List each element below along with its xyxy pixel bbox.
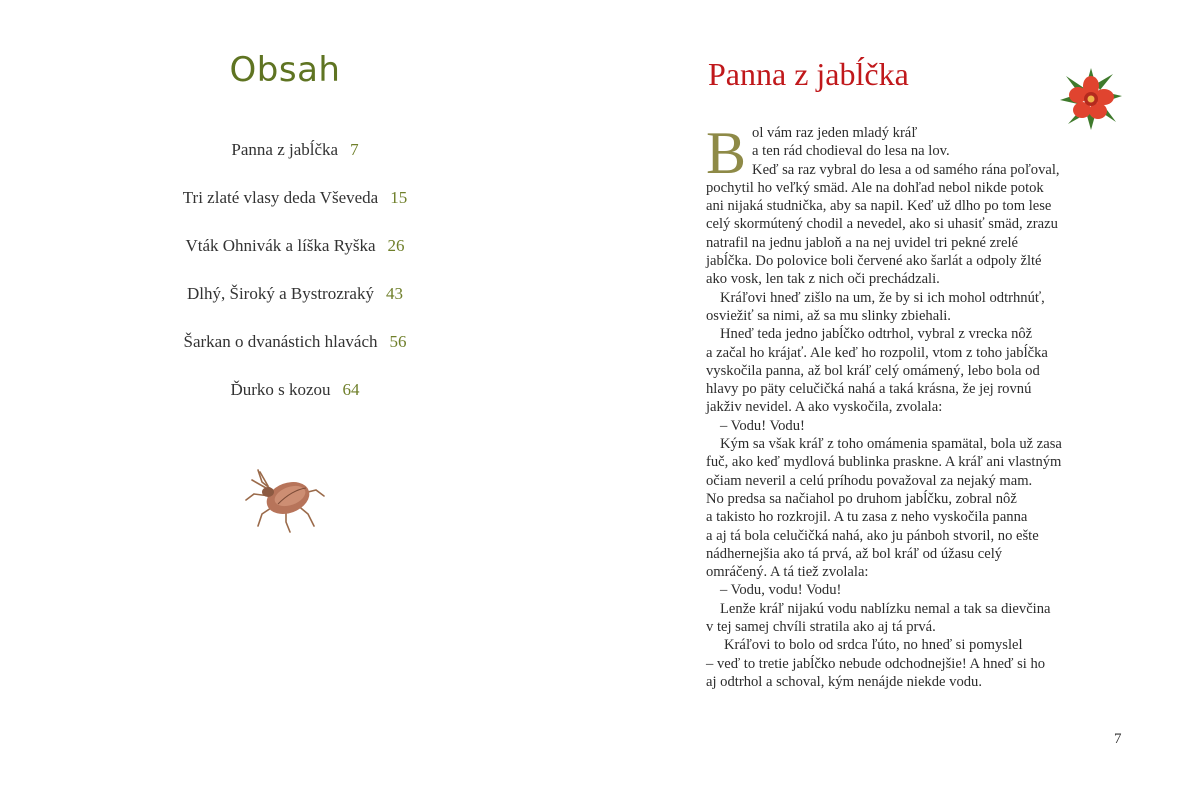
story-line: – Vodu, vodu! Vodu! <box>720 582 842 599</box>
toc-item-page: 43 <box>385 284 403 303</box>
toc-item[interactable] <box>0 376 590 424</box>
toc-item-title: Šarkan o dvanástich hlavách <box>183 332 378 351</box>
story-line: ako vosk, len tak z nich oči prechádzali. <box>706 271 940 288</box>
drop-cap: B <box>706 120 747 186</box>
toc-title: Obsah <box>229 50 341 90</box>
story-line: natrafil na jednu jabloň a na nej uvidel tri pekné zrelé <box>706 234 1019 251</box>
story-line: a začal ho krájať. Ale keď ho rozpolil, vtom z toho jabĺčka <box>706 344 1048 361</box>
story-line: – Vodu! Vodu! <box>720 417 805 434</box>
right-page <box>600 0 1200 785</box>
story-line: jabĺčka. Do polovice boli červené ako šarlát a odpoly žlté <box>706 253 1042 270</box>
toc-item[interactable] <box>0 328 590 376</box>
story-line: Kým sa však kráľ z toho omámenia spamätal, bola už zasa <box>720 436 1062 453</box>
story-line: aj odtrhol a schoval, kým nenájde niekde vodu. <box>706 673 982 690</box>
page-number: 7 <box>1114 731 1122 747</box>
toc-item[interactable] <box>0 280 590 328</box>
toc-item[interactable] <box>0 136 590 184</box>
toc-item[interactable] <box>0 184 590 232</box>
story-line: vyskočila panna, až bol kráľ celý omámený, lebo bola od <box>706 362 1040 379</box>
story-line: No predsa sa načiahol po druhom jabĺčku, zobral nôž <box>706 490 1017 507</box>
toc-item-page: 7 <box>350 140 359 159</box>
story-title: Panna z jabĺčka <box>708 56 909 92</box>
toc-item-page: 64 <box>342 380 360 399</box>
toc-item-page: 26 <box>387 236 405 255</box>
story-line: fuč, ako keď mydlová bublinka praskne. A kráľ ani vlastným <box>706 454 1062 471</box>
story-line: v tej samej chvíli stratila ako aj tá prvá. <box>706 619 936 636</box>
toc-list <box>0 136 590 424</box>
story-line: jakživ nevidel. A ako vyskočila, zvolala: <box>706 399 943 416</box>
beetle-illustration-icon <box>242 460 328 536</box>
toc-item-title: Dlhý, Široký a Bystrozraký <box>187 284 374 303</box>
story-line: nádhernejšia ako tá prvá, až bol kráľ od úžasu celý <box>706 545 1003 562</box>
story-line: Kráľovi hneď zišlo na um, že by si ich mohol odtrhnúť, <box>720 289 1045 306</box>
story-line: hlavy po päty celučičká nahá a taká krásna, že jej rovnú <box>706 381 1032 398</box>
toc-item[interactable] <box>0 232 590 280</box>
story-line: celý skormútený chodil a nevedel, ako si uhasiť smäd, zrazu <box>706 216 1058 233</box>
toc-item-title: Vták Ohnivák a líška Ryška <box>185 236 376 255</box>
toc-item-page: 56 <box>389 332 407 351</box>
toc-item-title: Ďurko s kozou <box>230 380 331 399</box>
story-line: omráčený. A tá tiež zvolala: <box>706 564 869 581</box>
story-line: Lenže kráľ nijakú vodu nablízku nemal a tak sa dievčina <box>720 600 1051 617</box>
toc-item-title: Tri zlaté vlasy deda Vševeda <box>182 188 379 207</box>
story-line: a aj tá bola celučičká nahá, ako ju pánboh stvoril, no ešte <box>706 527 1039 544</box>
story-line: Keď sa raz vybral do lesa a od samého rána poľoval, <box>752 161 1060 178</box>
story-line: pochytil ho veľký smäd. Ale na dohľad nebol nikde potok <box>706 179 1044 196</box>
story-line: Kráľovi to bolo od srdca ľúto, no hneď si pomyslel <box>724 637 1023 654</box>
toc-item-title: Panna z jabĺčka <box>231 140 339 159</box>
story-line: ani nijaká studnička, aby sa napil. Keď už dlho po tom lese <box>706 198 1052 215</box>
story-line: a ten rád chodieval do lesa na lov. <box>752 143 950 160</box>
story-line: Hneď teda jedno jabĺčko odtrhol, vybral z vrecka nôž <box>720 326 1033 343</box>
story-line: ol vám raz jeden mladý kráľ <box>752 125 918 141</box>
story-line: očiam neveril a celú príhodu považoval za nejaký mam. <box>706 472 1033 489</box>
story-line: a takisto ho rozkrojil. A tu zasa z neho vyskočila panna <box>706 509 1028 526</box>
story-text <box>706 120 1126 691</box>
story-line: – veď to tretie jabĺčko nebude odchodnejšie! A hneď si ho <box>706 655 1046 672</box>
toc-item-page: 15 <box>390 188 408 207</box>
story-line: osviežiť sa nimi, až sa mu slinky zbiehali. <box>706 307 951 324</box>
red-flower-illustration-icon <box>1058 66 1124 132</box>
